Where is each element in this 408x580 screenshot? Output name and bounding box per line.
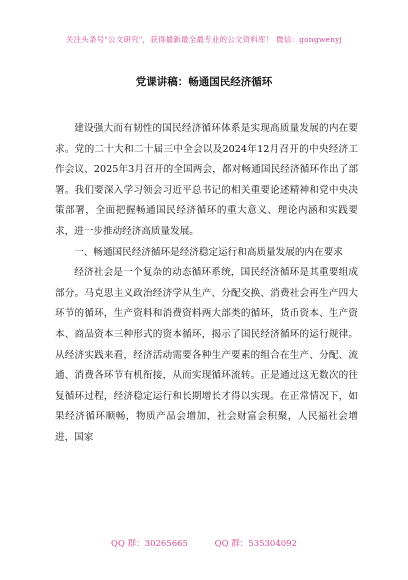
document-title: 党课讲稿：畅通国民经济循环 — [135, 76, 273, 88]
qq-group-2: QQ 群：535304092 — [214, 539, 297, 549]
paragraph-section-1: 经济社会是一个复杂的动态循环系统，国民经济循环是其重要组成部分。马克思主义政治经济学从生产、分配交换、消费社会再生产四大环节的循环，生产资料和消费资料两大部类的循环，货币资本、生产资本、商品资本三种形式的资本循环，揭示了国民经济循环的运行规律。从经济实践来看，经济活动需要各种生产要素的组合在生产、分配、流通、消费各环节有机衔接，从而实现循环流转。正是通过这无数次的往复循环过程，经济稳定运行和长期增长才得以实现。在正常情况下，如果经济循环顺畅，物质产品会增加，社会财富会积聚，人民福社会增进，国家 — [55, 267, 358, 443]
section-heading-1: 一、畅通国民经济循环是经济稳定运行和高质量发展的内在要求 — [74, 246, 343, 258]
qq-group-1: QQ 群：30265665 — [111, 539, 188, 549]
promo-header: 关注头条号"公文研究"，获得最新最全最专业的公文资料库！ 微信：gongwenyj — [65, 35, 343, 44]
qq-footer — [0, 537, 408, 549]
paragraph-intro: 建设强大而有韧性的国民经济循环体系是实现高质量发展的内在要求。党的二十大和二十届三中全会以及2024年12月召开的中央经济工作会议、2025年3月召开的全国两会，都对畅通国民经济循环作出了部署。我们要深入学习领会习近平总书记的相关重要论述精神和党中央决策部署，全面把握畅通国民经济循环的重大意义、理论内涵和实践要求，进一步推动经济高质量发展。 — [55, 123, 358, 237]
document-body — [55, 119, 358, 449]
